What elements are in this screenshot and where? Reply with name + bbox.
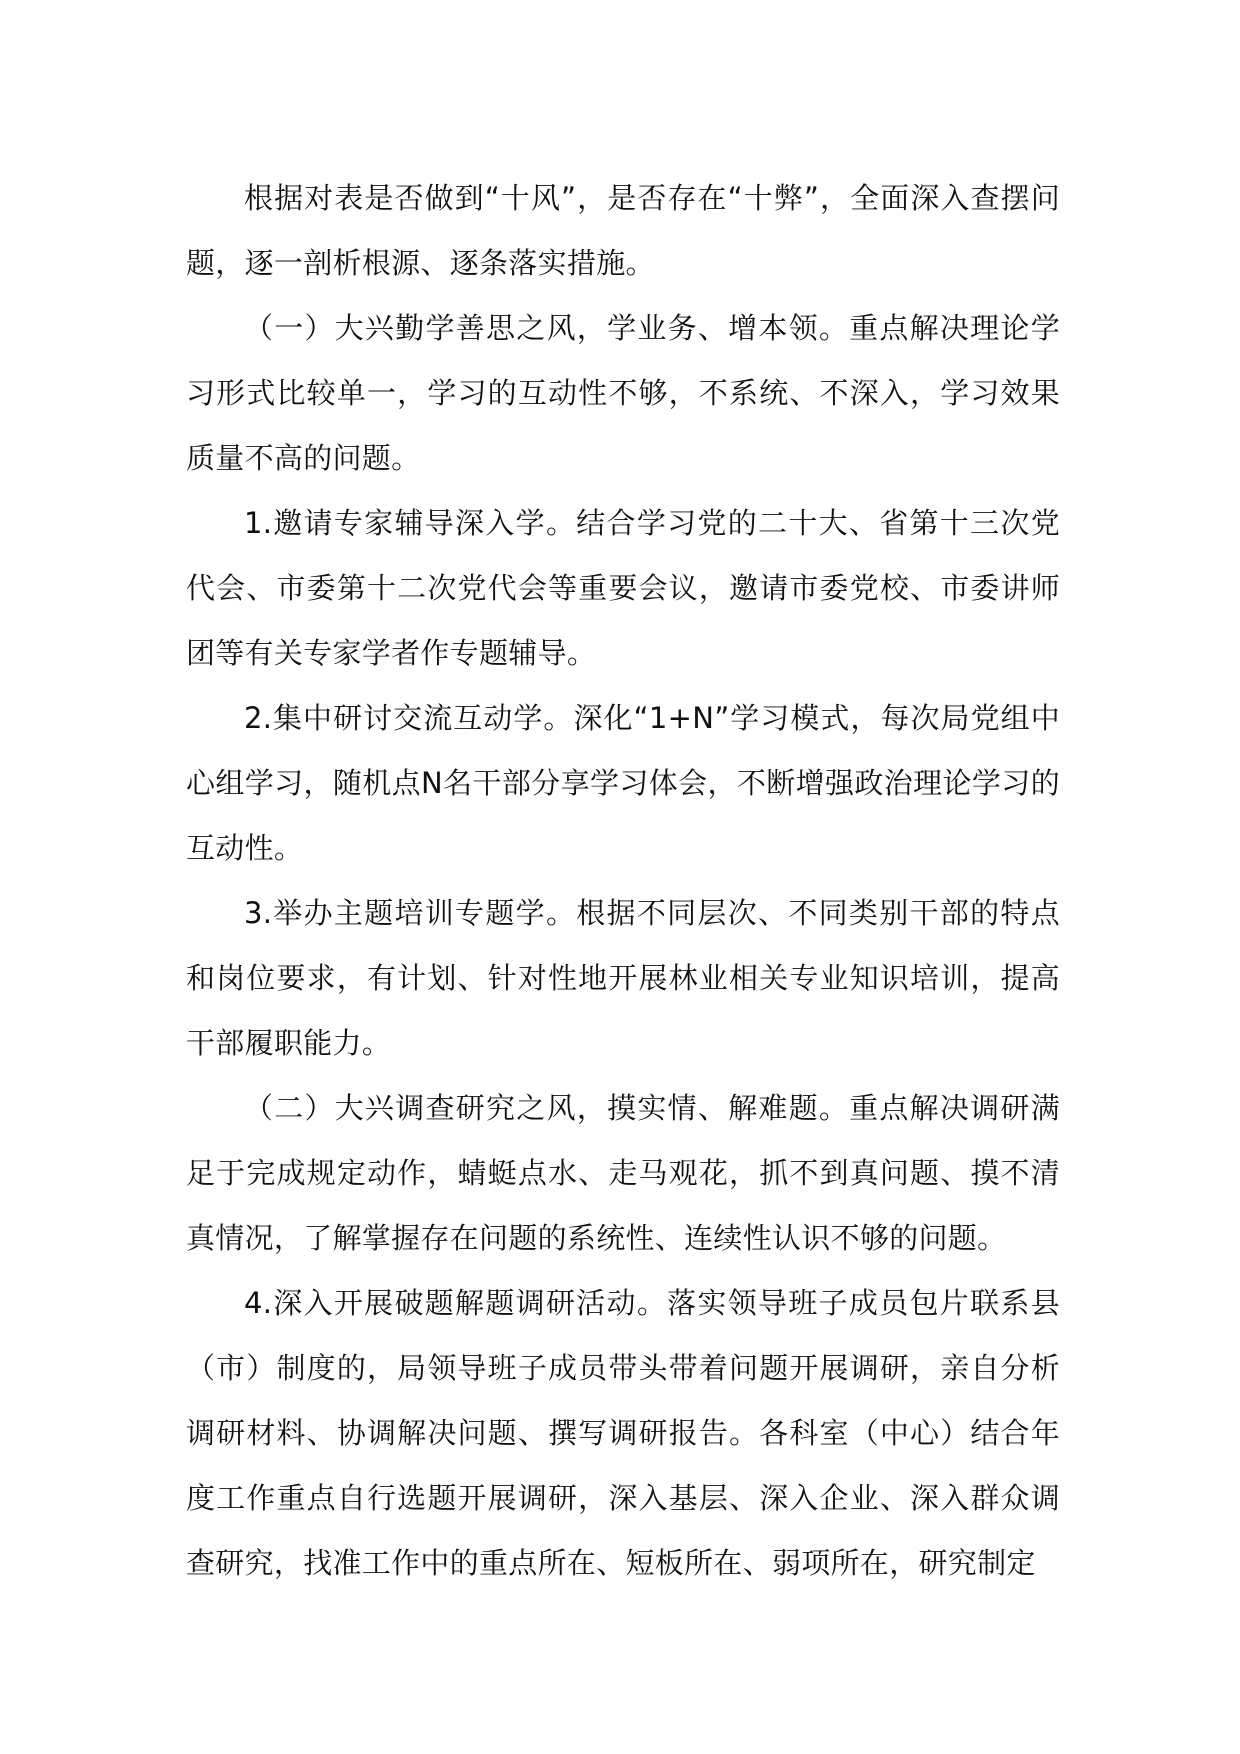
paragraph-item-2: 2.集中研讨交流互动学。深化“1+N”学习模式，每次局党组中心组学习，随机点N名干部分享学习体会，不断增强政治理论学习的互动性。 — [186, 701, 1060, 865]
paragraph-intro: 根据对表是否做到“十风”，是否存在“十弊”，全面深入查摆问题，逐一剖析根源、逐条落实措施。 — [186, 181, 1060, 280]
paragraph-section-1-heading: （一）大兴勤学善思之风，学业务、增本领。重点解决理论学习形式比较单一，学习的互动性不够，不系统、不深入，学习效果质量不高的问题。 — [186, 311, 1060, 475]
paragraph-item-4: 4.深入开展破题解题调研活动。落实领导班子成员包片联系县（市）制度的，局领导班子成员带头带着问题开展调研，亲自分析调研材料、协调解决问题、撰写调研报告。各科室（中心）结合年度工作重点自行选题开展调研，深入基层、深入企业、深入群众调查研究，找准工作中的重点所在、短板所在、弱项所在，研究制定 — [186, 1286, 1060, 1580]
paragraph-item-1: 1.邀请专家辅导深入学。结合学习党的二十大、省第十三次党代会、市委第十二次党代会等重要会议，邀请市委党校、市委讲师团等有关专家学者作专题辅导。 — [186, 506, 1060, 670]
paragraph-section-2-heading: （二）大兴调查研究之风，摸实情、解难题。重点解决调研满足于完成规定动作，蜻蜓点水、走马观花，抓不到真问题、摸不清真情况，了解掌握存在问题的系统性、连续性认识不够的问题。 — [186, 1091, 1060, 1255]
document-body — [186, 166, 1060, 1596]
paragraph-item-3: 3.举办主题培训专题学。根据不同层次、不同类别干部的特点和岗位要求，有计划、针对性地开展林业相关专业知识培训，提高干部履职能力。 — [186, 896, 1060, 1060]
